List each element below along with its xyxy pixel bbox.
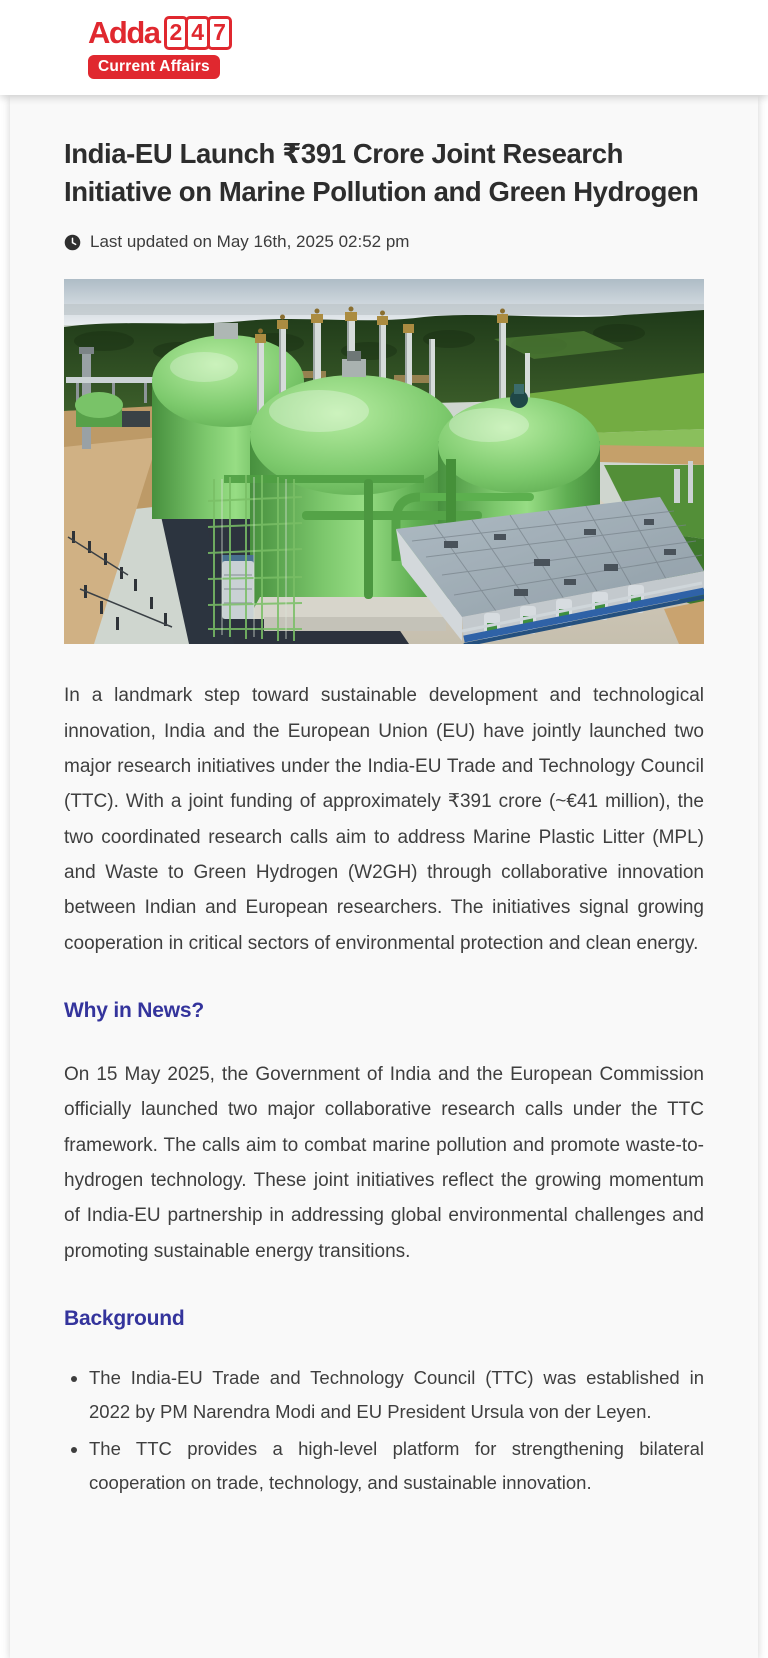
green-hydrogen-plant-photo <box>64 279 704 644</box>
clock-icon <box>64 234 81 251</box>
site-header <box>0 0 768 95</box>
logo-digit-7: 7 <box>207 16 232 50</box>
article-hero-image <box>64 279 704 644</box>
last-updated-row <box>64 232 704 252</box>
logo-digit-2: 2 <box>164 16 189 50</box>
logo-brand-text: Adda <box>88 15 160 51</box>
current-affairs-badge: Current Affairs <box>88 55 220 80</box>
page-title: India-EU Launch ₹391 Crore Joint Research Initiative on Marine Pollution and Green Hydrogen <box>64 138 699 207</box>
article-card <box>10 95 758 1658</box>
intro-paragraph: In a landmark step toward sustainable development and technological innovation, India and the European Union (EU) have jointly launched two major research initiatives under the India-EU Trade and Technology Council (TTC). With a joint funding of approximately ₹391 crore (~€41 million), the two coordinated research calls aim to address Marine Plastic Litter (MPL) and Waste to Green Hydrogen (W2GH) through collaborative innovation between Indian and European researchers. The initiatives signal growing cooperation in critical sectors of environmental protection and clean energy. <box>64 685 704 954</box>
last-updated-text: Last updated on May 16th, 2025 02:52 pm <box>90 232 410 252</box>
why-in-news-paragraph: On 15 May 2025, the Government of India and the European Commission officially launched two major collaborative research calls under the TTC framework. The calls aim to combat marine pollution and promote waste-to-hydrogen technology. These joint initiatives reflect the growing momentum of India-EU partnership in addressing global environmental challenges and promoting sustainable energy transitions. <box>64 1063 704 1262</box>
adda247-logo[interactable] <box>88 16 232 80</box>
list-item: • The TTC provides a high-level platform for strengthening bilateral cooperation on trade, technology, and sustainable innovation. <box>89 1432 704 1499</box>
list-item: • The India-EU Trade and Technology Council (TTC) was established in 2022 by PM Narendra Modi and EU President Ursula von der Leyen. <box>89 1361 704 1428</box>
section-heading-why-in-news: Why in News? <box>64 998 204 1022</box>
background-bullet-list <box>64 1361 704 1500</box>
section-heading-background: Background <box>64 1306 185 1330</box>
logo-digit-4: 4 <box>185 16 210 50</box>
